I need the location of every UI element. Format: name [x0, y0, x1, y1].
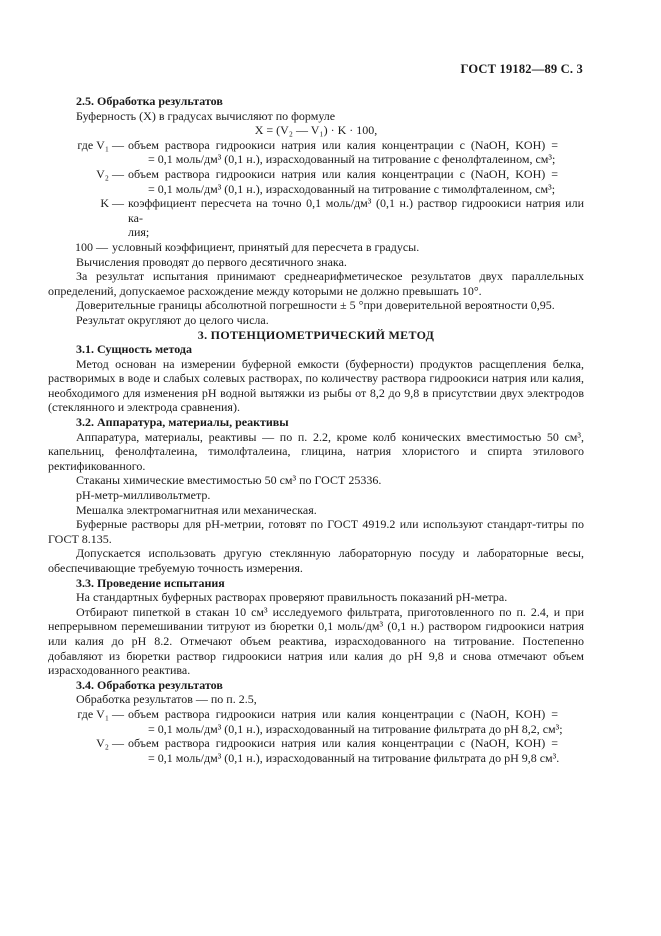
s34-definition-v2-text [128, 736, 584, 765]
definition-k [48, 196, 584, 240]
definition-v2-line2: = 0,1 моль/дм³ (0,1 н.), израсходованный на титрование с тимолфталеином, см³; [148, 181, 556, 196]
section-3-2-title: 3.2. Аппаратура, материалы, реактивы [76, 415, 289, 430]
rounding-paragraph: Результат округляют до целого числа. [76, 312, 269, 327]
section-3-2-other: Допускается использовать другую стеклянную лабораторную посуду и лабораторные весы, обеспечивающие требуемую точность измерения. [48, 546, 584, 575]
s34-definition-v1-text [128, 707, 584, 736]
definition-100-symbol: 100 — [75, 239, 108, 254]
section-3-1-title: 3.1. Сущность метода [76, 342, 192, 357]
definition-v1-text [128, 138, 584, 167]
definition-k-line1: коэффициент пересчета на точно 0,1 моль/дм³ (0,1 н.) раствор гидроокиси натрия или ка- [128, 196, 584, 225]
section-3-4-intro: Обработка результатов — по п. 2.5, [76, 692, 257, 707]
section-3-2-apparatus: Аппаратура, материалы, реактивы — по п. 2.2, кроме колб конических вместимостью 50 см³, капельниц, фенолфталеина, тимолфталеина, глицина, натрия хлористого и спирта этилового ректификованного. [48, 429, 584, 473]
confidence-paragraph: Доверительные границы абсолютной погрешности ± 5 °при доверительной вероятности 0,95. [76, 298, 555, 313]
s34-definition-v2-line1: объем раствора гидроокиси натрия или калия концентрации c (NaOH, KOH) = [128, 736, 559, 751]
section-3-2-beakers: Стаканы химические вместимостью 50 см³ по ГОСТ 25336. [76, 473, 382, 488]
section-3-4-title: 3.4. Обработка результатов [76, 677, 223, 692]
s34-definition-v1-symbol: где V₁ — [77, 706, 124, 721]
definition-v1-line2: = 0,1 моль/дм³ (0,1 н.), израсходованный на титрование с фенолфталеином, см³; [148, 152, 556, 167]
section-2-5-title: 2.5. Обработка результатов [76, 94, 223, 108]
section-3-2-ph-meter: pH-метр-милливольтметр. [76, 488, 211, 503]
s34-definition-v1 [48, 707, 584, 736]
section-3-2-buffers: Буферные растворы для pH-метрии, готовят по ГОСТ 4919.2 или используют стандарт-титры по ГОСТ 8.135. [48, 517, 584, 546]
definition-k-line2: лия; [128, 225, 150, 240]
definition-100 [48, 240, 584, 255]
buffer-formula: X = (V₂ — V₁) · K · 100, [254, 123, 378, 138]
section-3-title: 3. ПОТЕНЦИОМЕТРИЧЕСКИЙ МЕТОД [197, 327, 435, 342]
definition-k-text [128, 196, 584, 240]
s34-definition-v2 [48, 736, 584, 765]
s34-definition-v2-symbol: V₂ — [96, 736, 124, 751]
s34-definition-v2-line2: = 0,1 моль/дм³ (0,1 н.), израсходованный на титрование фильтрата до pH 9,8 см³. [148, 750, 560, 765]
definition-100-text: условный коэффициент, принятый для пересчета в градусы. [112, 239, 420, 254]
page-content [48, 94, 584, 765]
calc-precision-paragraph: Вычисления проводят до первого десятичного знака. [76, 254, 347, 269]
definition-v1 [48, 138, 584, 167]
definition-v2 [48, 167, 584, 196]
page-header: ГОСТ 19182—89 С. 3 [460, 62, 583, 76]
result-paragraph: За результат испытания принимают среднеарифметическое результатов двух параллельных определений, допускаемое расхождение между которыми не должно превышать 10°. [48, 269, 584, 298]
section-3-3-check: На стандартных буферных растворах проверяют правильность показаний pH-метра. [76, 590, 508, 605]
section-3-3-procedure: Отбирают пипеткой в стакан 10 см³ исследуемого фильтрата, приготовленного по п. 2.4, и при непрерывном перемешивании титруют из бюретки 0,1 моль/дм³ (0,1 н.) раствором гидроокиси натрия или калия до pH 8.2. Отмечают объем реактива, израсходованного на титрование. Постепенно добавляют из бюретки раствор гидроокиси натрия или калия до pH 9,8 и снова отмечают объем израсходованного реактива. [48, 604, 584, 678]
definition-v2-symbol: V₂ — [96, 166, 124, 181]
section-3-2-stirrer: Мешалка электромагнитная или механическая. [76, 502, 317, 517]
s34-definition-v1-line2: = 0,1 моль/дм³ (0,1 н.), израсходованный на титрование фильтрата до pH 8,2, см³; [148, 721, 563, 736]
definition-v1-symbol: где V₁ — [77, 137, 124, 152]
definition-v2-text [128, 167, 584, 196]
section-3-1-text: Метод основан на измерении буферной емкости (буферности) продуктов расщепления белка, растворимых в воде и слабых солевых растворах, по количеству раствора гидроокиси натрия или калия, необходимого для изменения pH водной вытяжки из рыбы от 8,2 до 9,8 в присутствии двух электродов (стеклянного и электрода сравнения). [48, 356, 584, 415]
definition-k-symbol: K — [100, 196, 124, 211]
s34-definition-v1-line1: объем раствора гидроокиси натрия или калия концентрации c (NaOH, KOH) = [128, 706, 559, 721]
definition-v2-line1: объем раствора гидроокиси натрия или калия концентрации c (NaOH, KOH) = [128, 166, 559, 181]
section-2-5-intro: Буферность (X) в градусах вычисляют по формуле [76, 108, 336, 123]
definition-v1-line1: объем раствора гидроокиси натрия или калия концентрации c (NaOH, KOH) = [128, 137, 559, 152]
section-3-3-title: 3.3. Проведение испытания [76, 575, 225, 590]
